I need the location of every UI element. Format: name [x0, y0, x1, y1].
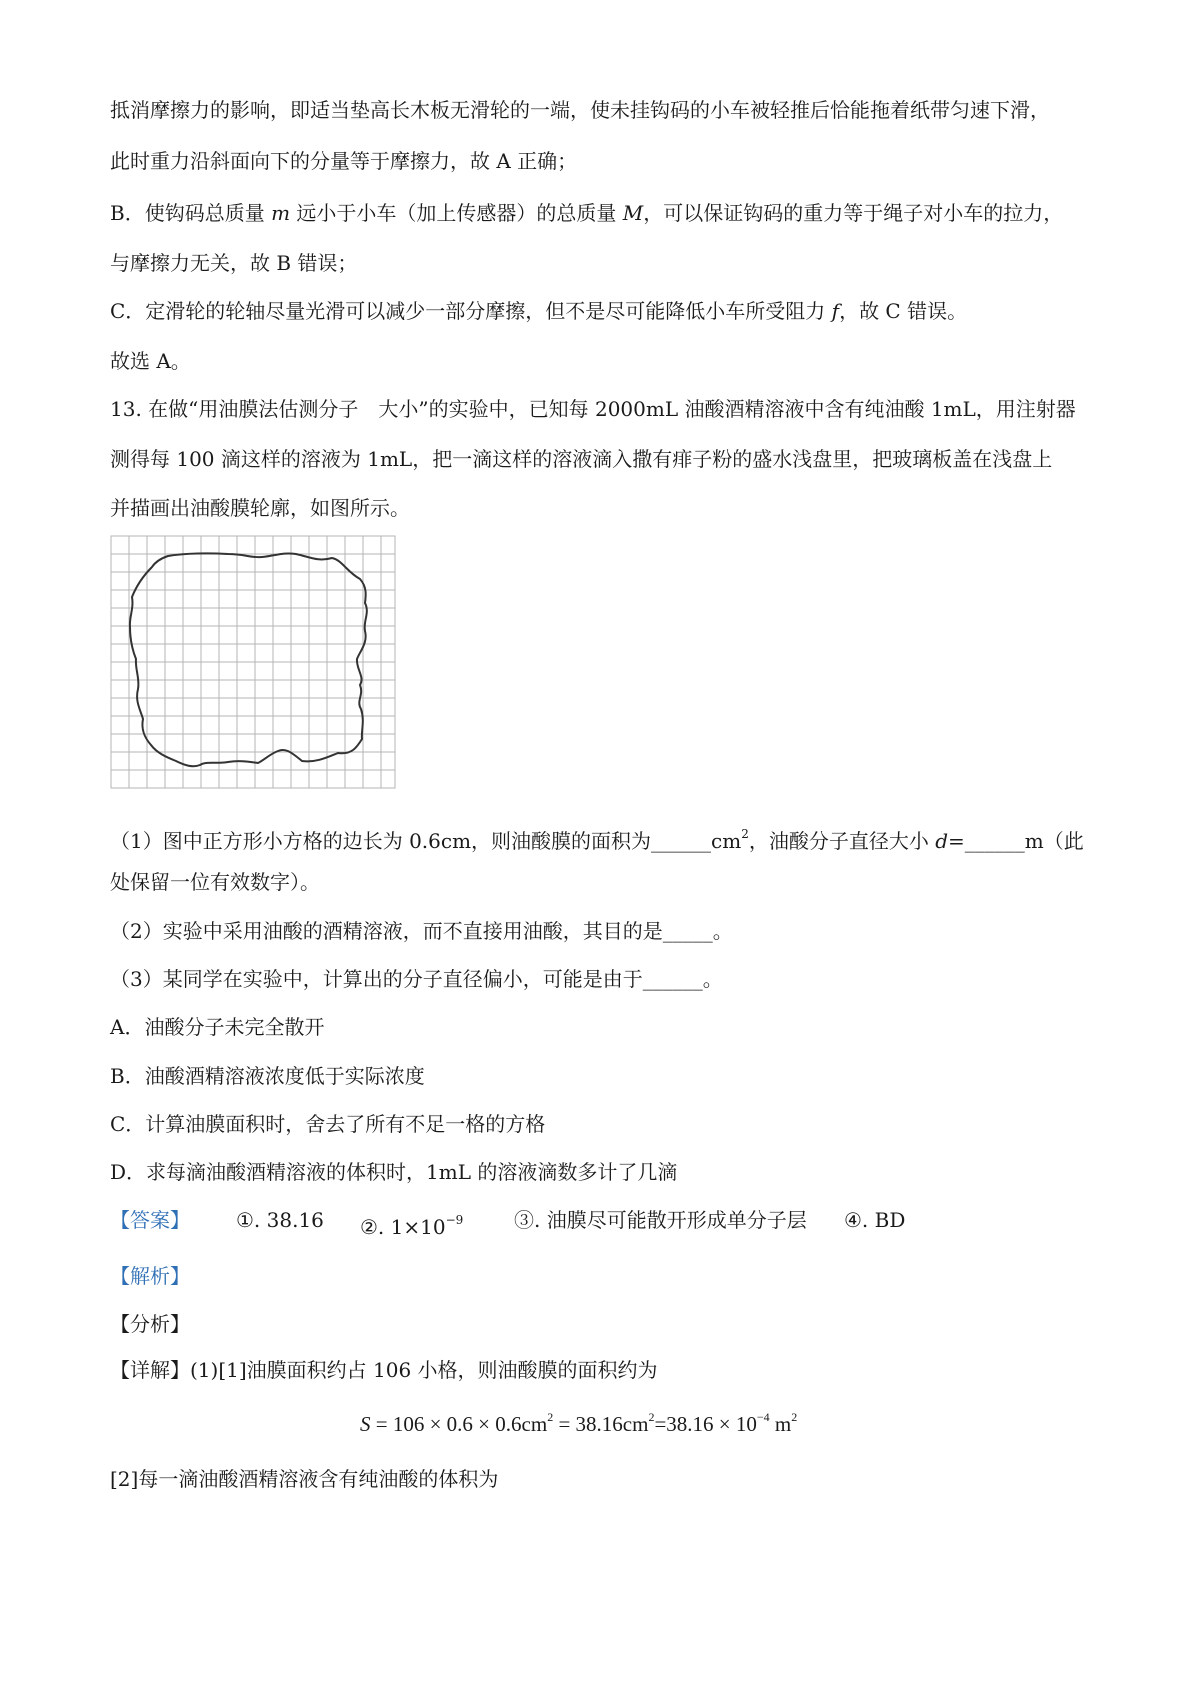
- answer-3: ③. 油膜尽可能散开形成单分子层: [514, 1208, 807, 1232]
- mass-M: M: [622, 201, 644, 225]
- analysis-tag: 【解析】: [110, 1264, 190, 1288]
- formula-part: = 38.16cm: [553, 1412, 649, 1436]
- answer-1: ①. 38.16: [236, 1208, 324, 1232]
- text-line: 处保留一位有效数字）。: [110, 870, 320, 894]
- option-b: B．油酸酒精溶液浓度低于实际浓度: [110, 1064, 425, 1088]
- option-d: D．求每滴油酸酒精溶液的体积时，1mL 的溶液滴数多计了几滴: [110, 1160, 678, 1184]
- superscript: −4: [756, 1410, 770, 1424]
- text-line: 测得每 100 滴这样的溶液为 1mL，把一滴这样的溶液滴入撒有痱子粉的盛水浅盘里，把玻璃板盖在浅盘上: [110, 447, 1053, 471]
- text-line: 并描画出油酸膜轮廓，如图所示。: [110, 496, 410, 520]
- detail-line: [110, 1356, 658, 1384]
- text-line: [2]每一滴油酸酒精溶液含有纯油酸的体积为: [110, 1467, 499, 1491]
- question-13-line: 13. 在做“用油膜法估测分子 大小”的实验中，已知每 2000mL 油酸酒精溶液中含有纯油酸 1mL，用注射器: [110, 397, 1076, 421]
- formula-part: m: [769, 1412, 792, 1436]
- text-line: 与摩擦力无关，故 B 错误；: [110, 251, 358, 275]
- text-span: ，故 C 错误。: [839, 299, 968, 323]
- formula-S: S: [360, 1412, 371, 1436]
- force-f: f: [831, 299, 840, 323]
- superscript: 2: [648, 1410, 655, 1424]
- superscript: 2: [791, 1410, 798, 1424]
- diameter-d: d: [935, 829, 949, 853]
- text-span: ，可以保证钩码的重力等于绳子对小车的拉力，: [643, 201, 1064, 225]
- fenxi-tag: 【分析】: [110, 1312, 190, 1336]
- option-a: A．油酸分子未完全散开: [110, 1015, 325, 1039]
- question-1: [110, 820, 1084, 855]
- superscript: 2: [741, 827, 749, 841]
- answer-4: ④. BD: [844, 1208, 906, 1232]
- mass-m: m: [271, 201, 291, 225]
- text-line: 此时重力沿斜面向下的分量等于摩擦力，故 A 正确；: [110, 149, 578, 173]
- oil-film-grid-figure: [110, 535, 396, 793]
- grid-svg: [110, 535, 396, 789]
- text-line: [110, 199, 1063, 227]
- text-span: B．使钩码总质量: [110, 201, 272, 225]
- superscript: 2: [547, 1410, 554, 1424]
- area-formula: [360, 1402, 797, 1439]
- answer-2: [360, 1206, 463, 1241]
- option-c: C．计算油膜面积时，舍去了所有不足一格的方格: [110, 1112, 546, 1136]
- text-span: 远小于小车（加上传感器）的总质量: [290, 201, 623, 225]
- formula-part: = 106 × 0.6 × 0.6cm: [370, 1412, 548, 1436]
- text-span: C．定滑轮的轮轴尽量光滑可以减少一部分摩擦，但不是尽可能降低小车所受阻力: [110, 299, 832, 323]
- text-span: （1）图中正方形小方格的边长为 0.6cm，则油酸膜的面积为______cm: [110, 829, 742, 853]
- text-span: =______m（此: [948, 829, 1084, 853]
- question-3: （3）某同学在实验中，计算出的分子直径偏小，可能是由于______。: [110, 967, 723, 991]
- detail-tag: 【详解】: [110, 1358, 190, 1382]
- answer-tag: 【答案】: [110, 1208, 190, 1232]
- formula-part: =38.16 × 10: [654, 1412, 757, 1436]
- text-line: 故选 A。: [110, 349, 191, 373]
- text-span: (1)[1]油膜面积约占 106 小格，则油酸膜的面积约为: [190, 1358, 658, 1382]
- text-span: ，油酸分子直径大小: [748, 829, 936, 853]
- question-2: （2）实验中采用油酸的酒精溶液，而不直接用油酸，其目的是_____。: [110, 919, 733, 943]
- text-span: ②. 1×10: [360, 1215, 446, 1239]
- superscript: −9: [445, 1213, 464, 1227]
- text-line: 抵消摩擦力的影响，即适当垫高长木板无滑轮的一端，使未挂钩码的小车被轻推后恰能拖着纸带匀速下滑，: [110, 98, 1050, 122]
- text-line: [110, 297, 967, 325]
